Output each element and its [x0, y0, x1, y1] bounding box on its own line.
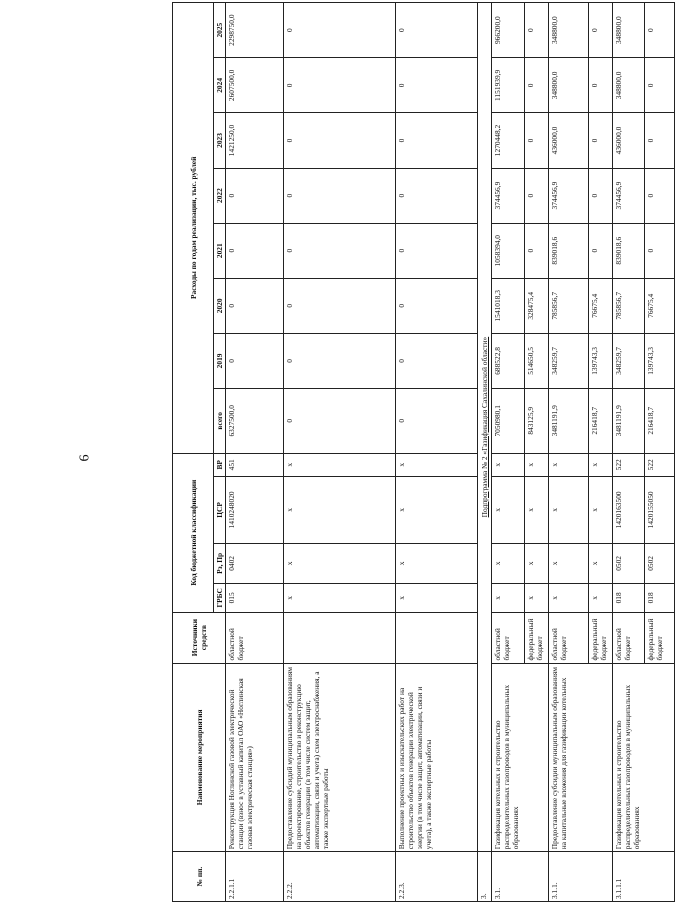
header-year-col: 2023 [214, 113, 226, 168]
expenditure-value: 0 [226, 278, 284, 333]
expenditure-value: 0 [284, 223, 396, 278]
expenditure-value: 1058394,0 [492, 223, 525, 278]
expenditure-value: 0 [284, 388, 396, 453]
code-grbs: x [396, 584, 478, 613]
expenditure-value: 3481191,9 [613, 388, 645, 453]
header-name: Наименование мероприятия [173, 663, 226, 852]
expenditure-value: 785856,7 [613, 278, 645, 333]
expenditure-value: 0 [589, 113, 613, 168]
expenditure-value: 0 [226, 223, 284, 278]
row-source: федеральный бюджет [525, 612, 549, 663]
row-name: Газификация котельных и строительство распределительных газопроводов в муниципальных образованиях [492, 663, 549, 852]
table-row [226, 3, 284, 902]
expenditure-value: 76675,4 [645, 278, 675, 333]
code-rzpr: x [549, 543, 589, 583]
row-name: Выполнение проектных и изыскательских работ на строительство объектов генерации электрической энергии (в том числе защит, автоматизации, связи и учета), а также экспертные работы [396, 663, 478, 852]
expenditure-value: 348800,0 [613, 3, 645, 58]
expenditure-value: 348259,7 [549, 333, 589, 388]
row-source: федеральный бюджет [645, 612, 675, 663]
row-number: 3.1.1.1 [613, 852, 675, 902]
header-expenditure-group: Расходы по годам реализации, тыс. рублей [173, 3, 214, 454]
table-row [284, 3, 396, 902]
expenditure-value: 0 [589, 223, 613, 278]
code-rzpr: x [396, 543, 478, 583]
expenditure-value: 0 [589, 168, 613, 223]
code-csr: 1420155050 [645, 476, 675, 543]
header-num: № пп. [173, 852, 226, 902]
row-source: областной бюджет [549, 612, 589, 663]
expenditure-value: 0 [396, 333, 478, 388]
expenditure-value: 0 [396, 278, 478, 333]
header-code-col: ВР [214, 453, 226, 476]
expenditure-value: 0 [525, 58, 549, 113]
expenditure-value: 0 [396, 168, 478, 223]
code-rzpr: 0402 [226, 543, 284, 583]
code-grbs: x [525, 584, 549, 613]
code-grbs: 018 [613, 584, 645, 613]
expenditure-value: 0 [645, 3, 675, 58]
code-vr: x [396, 453, 478, 476]
expenditure-value: 0 [284, 333, 396, 388]
expenditure-value: 0 [645, 223, 675, 278]
code-csr: x [492, 476, 525, 543]
code-csr: x [525, 476, 549, 543]
expenditure-value: 0 [525, 113, 549, 168]
expenditure-value: 436000,0 [549, 113, 589, 168]
code-csr: x [284, 476, 396, 543]
code-grbs: x [549, 584, 589, 613]
subprogram-title: Подпрограмма № 2 «Газификация Сахалинской области» [478, 3, 492, 852]
expenditure-value: 0 [396, 3, 478, 58]
expenditure-value: 374456,9 [613, 168, 645, 223]
expenditure-value: 1421250,0 [226, 113, 284, 168]
expenditure-value: 0 [284, 278, 396, 333]
expenditure-value: 0 [396, 58, 478, 113]
expenditure-value: 348800,0 [549, 3, 589, 58]
row-name: Предоставление субсидии муниципальным образованиям на капитальные вложения для газификации котельных [549, 663, 613, 852]
expenditure-value: 0 [525, 168, 549, 223]
code-csr: 1410248020 [226, 476, 284, 543]
expenditure-value: 0 [226, 168, 284, 223]
header-code-col: ГРБС [214, 584, 226, 613]
expenditure-value: 839018,6 [549, 223, 589, 278]
header-source: Источники средств [173, 612, 226, 663]
expenditure-value: 1270448,2 [492, 113, 525, 168]
code-vr: x [525, 453, 549, 476]
expenditure-value: 839018,6 [613, 223, 645, 278]
expenditure-value: 0 [396, 113, 478, 168]
expenditure-value: 966200,0 [492, 3, 525, 58]
expenditure-value: 216418,7 [589, 388, 613, 453]
expenditure-value: 216418,7 [645, 388, 675, 453]
expenditure-value: 1151939,9 [492, 58, 525, 113]
expenditure-value: 843125,9 [525, 388, 549, 453]
expenditure-value: 6327500,0 [226, 388, 284, 453]
row-name: Реконструкция Ноглинской газовой электрической станции (взнос в уставный капитал ОАО «Ноглинская газовая электрическая станция») [226, 663, 284, 852]
header-code-group: Код бюджетной классификации [173, 453, 214, 612]
row-source [284, 612, 396, 663]
code-grbs: 015 [226, 584, 284, 613]
expenditure-value: 436000,0 [613, 113, 645, 168]
code-rzpr: 0502 [613, 543, 645, 583]
header-year-col: 2019 [214, 333, 226, 388]
expenditure-value: 139743,3 [645, 333, 675, 388]
row-name: Газификация котельных и строительство распределительных газопроводов в муниципальных образованиях [613, 663, 675, 852]
header-code-col: ЦСР [214, 476, 226, 543]
code-grbs: x [284, 584, 396, 613]
subprogram-number: 3. [478, 852, 492, 902]
table-body [226, 3, 675, 902]
expenditure-value: 0 [284, 168, 396, 223]
code-vr: x [589, 453, 613, 476]
code-vr: x [492, 453, 525, 476]
row-number: 2.2.2. [284, 852, 396, 902]
expenditure-value: 0 [396, 223, 478, 278]
row-source [396, 612, 478, 663]
header-code-col: Рз, Пр [214, 543, 226, 583]
expenditure-table [172, 2, 675, 902]
row-number: 2.2.1.1 [226, 852, 284, 902]
code-csr: x [549, 476, 589, 543]
header-year-col: 2022 [214, 168, 226, 223]
expenditure-value: 0 [645, 113, 675, 168]
expenditure-value: 0 [645, 168, 675, 223]
expenditure-value: 0 [525, 3, 549, 58]
expenditure-value: 76675,4 [589, 278, 613, 333]
code-rzpr: 0502 [645, 543, 675, 583]
row-source: областной бюджет [492, 612, 525, 663]
expenditure-value: 348800,0 [549, 58, 589, 113]
code-vr: 451 [226, 453, 284, 476]
row-source: областной бюджет [613, 612, 645, 663]
table-row [396, 3, 478, 902]
table-row [492, 3, 525, 902]
row-source: федеральный бюджет [589, 612, 613, 663]
code-csr: x [589, 476, 613, 543]
expenditure-value: 0 [284, 3, 396, 58]
header-year-col: 2025 [214, 3, 226, 58]
table-row [549, 3, 589, 902]
row-number: 3.1.1. [549, 852, 613, 902]
header-year-col: 2021 [214, 223, 226, 278]
code-vr: 522 [645, 453, 675, 476]
row-source: областной бюджет [226, 612, 284, 663]
expenditure-value: 688522,8 [492, 333, 525, 388]
header-year-col: всего [214, 388, 226, 453]
code-vr: x [549, 453, 589, 476]
expenditure-value: 7050980,1 [492, 388, 525, 453]
code-vr: x [284, 453, 396, 476]
expenditure-value: 348800,0 [613, 58, 645, 113]
expenditure-value: 139743,3 [589, 333, 613, 388]
expenditure-value: 2607500,0 [226, 58, 284, 113]
expenditure-value: 2298750,0 [226, 3, 284, 58]
expenditure-value: 0 [396, 388, 478, 453]
row-name: Предоставление субсидий муниципальным образованиям на проектирование, строительство и реконструкцию объектов генерации (в том числе систем защит, автоматизации, связи и учета) схем электроснабжения, а также экспертные работы [284, 663, 396, 852]
rotated-table-container [172, 2, 664, 902]
expenditure-value: 0 [589, 3, 613, 58]
code-vr: 522 [613, 453, 645, 476]
code-csr: x [396, 476, 478, 543]
page-number: 6 [77, 454, 93, 462]
expenditure-value: 348259,7 [613, 333, 645, 388]
expenditure-value: 1541018,3 [492, 278, 525, 333]
expenditure-value: 0 [284, 58, 396, 113]
subprogram-row [478, 3, 492, 902]
expenditure-value: 328475,4 [525, 278, 549, 333]
code-grbs: x [492, 584, 525, 613]
code-csr: 1420163500 [613, 476, 645, 543]
expenditure-value: 0 [645, 58, 675, 113]
header-year-col: 2024 [214, 58, 226, 113]
expenditure-value: 3481191,9 [549, 388, 589, 453]
expenditure-value: 0 [284, 113, 396, 168]
expenditure-value: 374456,9 [492, 168, 525, 223]
code-rzpr: x [589, 543, 613, 583]
row-number: 2.2.3. [396, 852, 478, 902]
header-year-col: 2020 [214, 278, 226, 333]
code-rzpr: x [284, 543, 396, 583]
expenditure-value: 0 [226, 333, 284, 388]
code-grbs: 018 [645, 584, 675, 613]
code-grbs: x [589, 584, 613, 613]
code-rzpr: x [525, 543, 549, 583]
expenditure-value: 0 [589, 58, 613, 113]
code-rzpr: x [492, 543, 525, 583]
expenditure-value: 514650,5 [525, 333, 549, 388]
expenditure-value: 785856,7 [549, 278, 589, 333]
table-row [613, 3, 645, 902]
expenditure-value: 0 [525, 223, 549, 278]
row-number: 3.1. [492, 852, 549, 902]
expenditure-value: 374456,9 [549, 168, 589, 223]
header-row-1 [173, 3, 214, 902]
